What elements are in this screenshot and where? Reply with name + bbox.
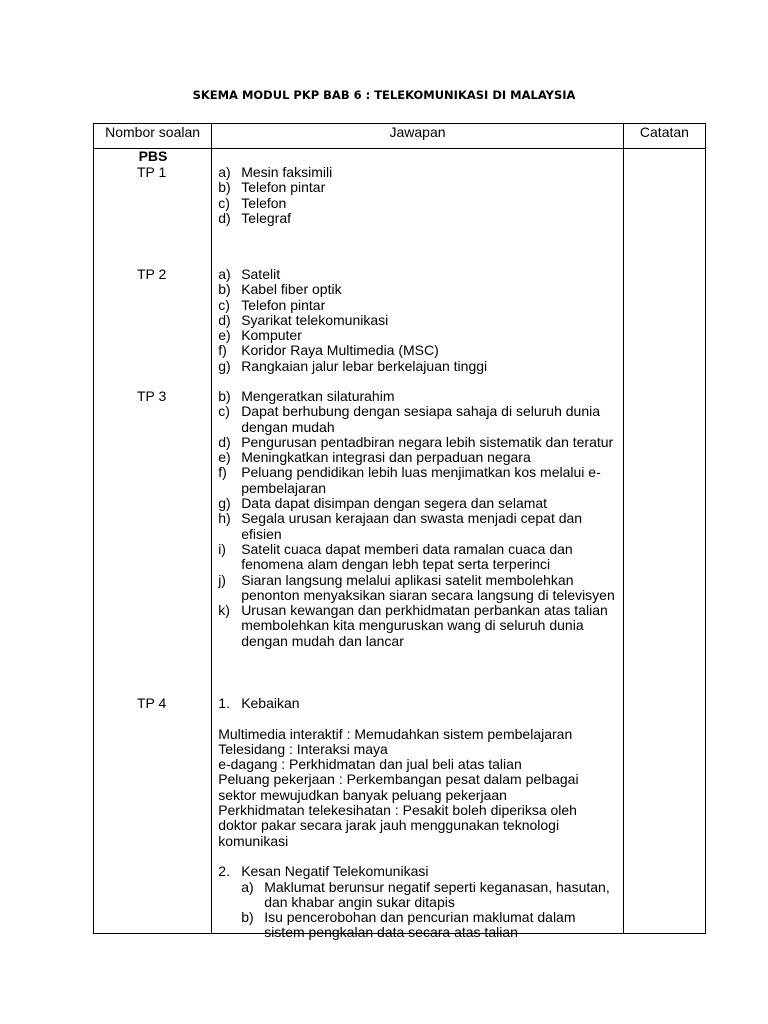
- list-item: c) Dapat berhubung dengan sesiapa sahaja di seluruh dunia dengan mudah: [218, 403, 601, 435]
- table-header-row: [94, 124, 706, 149]
- tp1-label: TP 1: [137, 164, 167, 180]
- list-item: g) Rangkaian jalur lebar berkelajuan tinggi: [218, 357, 488, 374]
- pbs-label: PBS: [138, 148, 168, 164]
- kebaikan-paragraph: Multimedia interaktif : Memudahkan sistem pembelajaran: [218, 725, 573, 742]
- answer-scheme-table: [93, 123, 706, 941]
- list-item: b) Telefon pintar: [218, 179, 326, 196]
- kebaikan-paragraph: e-dagang : Perkhidmatan dan jual beli atas talian: [218, 756, 522, 773]
- list-item: h) Segala urusan kerajaan dan swasta menjadi cepat dan efisien: [218, 510, 583, 542]
- list-item: a) Maklumat berunsur negatif seperti keganasan, hasutan, dan khabar angin sukar ditapis: [241, 878, 610, 910]
- tp2-label: TP 2: [137, 266, 167, 282]
- list-item: b) Mengeratkan silaturahim: [218, 388, 395, 404]
- list-item: b) Isu pencerobohan dan pencurian maklumat dalam sistem pengkalan data secara atas talian: [241, 909, 576, 941]
- tp4-answers: [218, 696, 617, 941]
- negatif-heading: 2. Kesan Negatif Telekomunikasi: [218, 863, 429, 880]
- kebaikan-heading: 1. Kebaikan: [218, 695, 300, 711]
- list-item: e) Meningkatkan integrasi dan perpaduan negara: [218, 449, 531, 466]
- list-item: a) Mesin faksimili: [218, 164, 333, 180]
- tp3-answers: [218, 389, 617, 649]
- kebaikan-paragraph: Telesidang : Interaksi maya: [218, 740, 388, 757]
- tp1-answers: [218, 165, 617, 226]
- list-item: j) Siaran langsung melalui aplikasi satelit membolehkan penonton menyaksikan siaran secara langsung di televisyen: [218, 571, 615, 603]
- list-item: i) Satelit cuaca dapat memberi data ramalan cuaca dan fenomena alam dengan lebh tepat serta terperinci: [218, 540, 573, 573]
- answer-cell: [212, 149, 624, 941]
- document-title: SKEMA MODUL PKP BAB 6 : TELEKOMUNIKASI DI MALAYSIA: [192, 88, 576, 102]
- list-item: a) Satelit: [218, 266, 281, 282]
- list-item: e) Komputer: [218, 327, 302, 344]
- list-item: g) Data dapat disimpan dengan segera dan selamat: [218, 495, 548, 512]
- list-item: b) Kabel fiber optik: [218, 281, 342, 298]
- list-item: f) Peluang pendidikan lebih luas menjimatkan kos melalui e-pembelajaran: [218, 464, 601, 496]
- header-jawapan: Jawapan: [212, 124, 624, 149]
- tp3-label: TP 3: [137, 388, 167, 404]
- table-row: [94, 149, 706, 934]
- list-item: d) Pengurusan pentadbiran negara lebih sistematik dan teratur: [218, 433, 614, 450]
- catatan-cell: [623, 149, 705, 934]
- kebaikan-paragraph: Peluang pekerjaan : Perkembangan pesat dalam pelbagai sektor mewujudkan banyak peluang pekerjaan: [218, 771, 579, 803]
- list-item: d) Telegraf: [218, 209, 291, 226]
- header-catatan: Catatan: [623, 124, 705, 149]
- list-item: c) Telefon: [218, 194, 287, 211]
- list-item: k) Urusan kewangan dan perkhidmatan perbankan atas talian membolehkan kita menguruskan wang di seluruh dunia dengan mudah dan lancar: [218, 602, 608, 649]
- kebaikan-paragraph: Perkhidmatan telekesihatan : Pesakit boleh diperiksa oleh doktor pakar secara jarak jauh menggunakan teknologi komunikasi: [218, 802, 577, 849]
- tp4-label: TP 4: [137, 695, 167, 711]
- list-item: d) Syarikat telekomunikasi: [218, 311, 389, 328]
- question-number-cell: [94, 149, 212, 934]
- list-item: f) Koridor Raya Multimedia (MSC): [218, 342, 439, 359]
- tp2-answers: [218, 267, 617, 374]
- header-nombor-soalan: Nombor soalan: [94, 124, 212, 149]
- list-item: c) Telefon pintar: [218, 296, 326, 313]
